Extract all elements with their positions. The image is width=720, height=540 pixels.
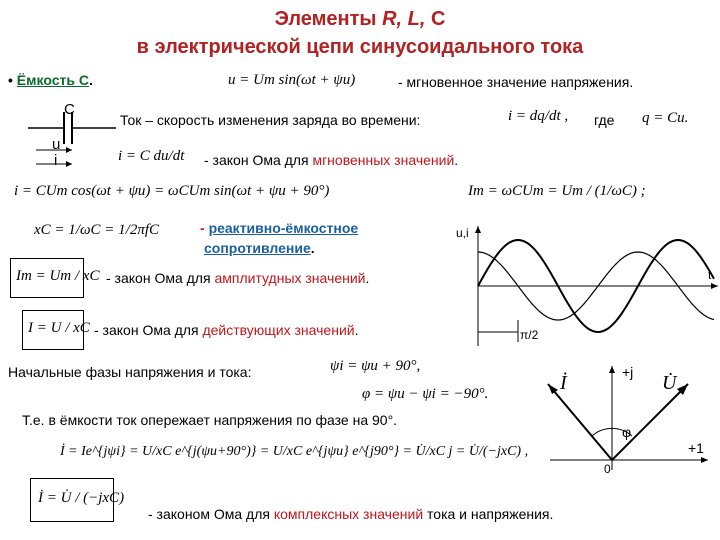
page-subtitle: в электрической цепи синусоидального тока [136, 36, 584, 58]
wave-x-label: t [708, 268, 712, 282]
xc-desc-line2: сопротивление [204, 240, 311, 256]
ohm-amp-prefix: - закон Ома для [106, 270, 215, 286]
xc-desc [200, 220, 358, 236]
circuit-label-c: C [64, 101, 75, 118]
formula-i-dq: i = dq/dt , [508, 108, 569, 124]
where-text: где [594, 112, 615, 128]
time-axis-head [711, 283, 718, 289]
xc-desc-dot: . [310, 240, 315, 256]
i-arrow-head [66, 161, 72, 167]
xc-desc-line1: реактивно-ёмкостное [208, 220, 359, 236]
bullet: • [8, 72, 13, 88]
current-rate-text: Ток – скорость изменения заряда во времени: [120, 112, 421, 128]
circuit-label-u: u [52, 136, 61, 153]
xc-desc-2 [204, 240, 315, 256]
u-arrow-head [66, 147, 72, 153]
formula-i-cdu: i = C du/dt [118, 148, 185, 164]
ohm-amp-suffix: . [365, 270, 370, 286]
lead-text: Т.е. в ёмкости ток опережает напряжения по фазе на 90°. [22, 412, 398, 428]
page-title [0, 8, 720, 31]
waveform-plot [456, 222, 720, 350]
title-suffix: C [425, 8, 446, 30]
ohm-amp [106, 270, 369, 286]
ohm-inst-red: мгновенных значений [312, 152, 455, 168]
phasor-plus-j: +j [622, 364, 634, 380]
phasor-phi: φ [622, 424, 632, 440]
formula-im: Im = ωCUm = Um / (1/ωC) ; [468, 183, 646, 199]
formula-u-inst: u = Um sin(ωt + ψu) [228, 72, 356, 88]
real-axis-head [701, 457, 708, 463]
section-dot: . [88, 72, 93, 88]
imag-axis-head [609, 366, 615, 373]
ohm-eff-suffix: . [354, 322, 359, 338]
ohm-cplx-red: комплексных значений [273, 506, 424, 522]
formula-phi: φ = ψu − ψi = −90°. [362, 386, 489, 402]
formula-i-eff: I = U / xC [28, 320, 90, 336]
circuit-label-i: i [54, 152, 58, 169]
formula-i-full: i = CUm cos(ωt + ψu) = ωCUm sin(ωt + ψu + 90°) [14, 183, 330, 199]
formula-xc: xC = 1/ωC = 1/2πfC [34, 222, 160, 238]
current-phasor [548, 384, 612, 460]
phasor-i-label: İ [560, 372, 567, 394]
xc-dash: - [200, 220, 205, 236]
voltage-phasor [612, 384, 688, 460]
title-prefix: Элементы [274, 8, 383, 30]
phasor-zero: 0 [604, 462, 611, 476]
ohm-eff-red: действующих значений [202, 322, 355, 338]
ohm-eff [94, 322, 358, 338]
title-vars: R, L, [382, 8, 426, 30]
u-inst-desc: - мгновенное значение напряжения. [398, 74, 634, 90]
formula-im-amp: Im = Um / xC [16, 268, 100, 284]
formula-psi-i: ψi = ψu + 90°, [330, 358, 421, 374]
ohm-cplx [148, 506, 553, 522]
formula-complex-i2: İ = U̇ / (−jxC) [38, 490, 125, 506]
ohm-cplx-suffix: тока и напряжения. [423, 506, 554, 522]
current-phasor-head [548, 384, 558, 394]
formula-q-cu: q = Cu. [642, 110, 689, 126]
phasor-u-label: U̇ [662, 372, 677, 394]
ohm-inst-prefix: - закон Ома для [204, 152, 313, 168]
formula-complex-i: İ = Ie^{jψi} = U/xC e^{j(ψu+90°)} = U/xC e^{jψu} e^{j90°} = U̇/xC j = U̇/(−jxC) , [60, 444, 529, 459]
ohm-amp-red: амплитудных значений [214, 270, 366, 286]
section-label: Ёмкость C [16, 72, 89, 88]
ohm-inst-suffix: . [454, 152, 459, 168]
ohm-inst [204, 152, 458, 168]
wave-y-label: u,i [456, 226, 469, 240]
wave-marker-label: π/2 [520, 328, 539, 342]
value-axis-head [475, 226, 481, 233]
phases-text: Начальные фазы напряжения и тока: [8, 364, 252, 380]
ohm-cplx-prefix: - законом Ома для [148, 506, 274, 522]
ohm-eff-prefix: - закон Ома для [94, 322, 203, 338]
section-heading [8, 72, 93, 88]
phasor-plus-one: +1 [688, 440, 704, 456]
